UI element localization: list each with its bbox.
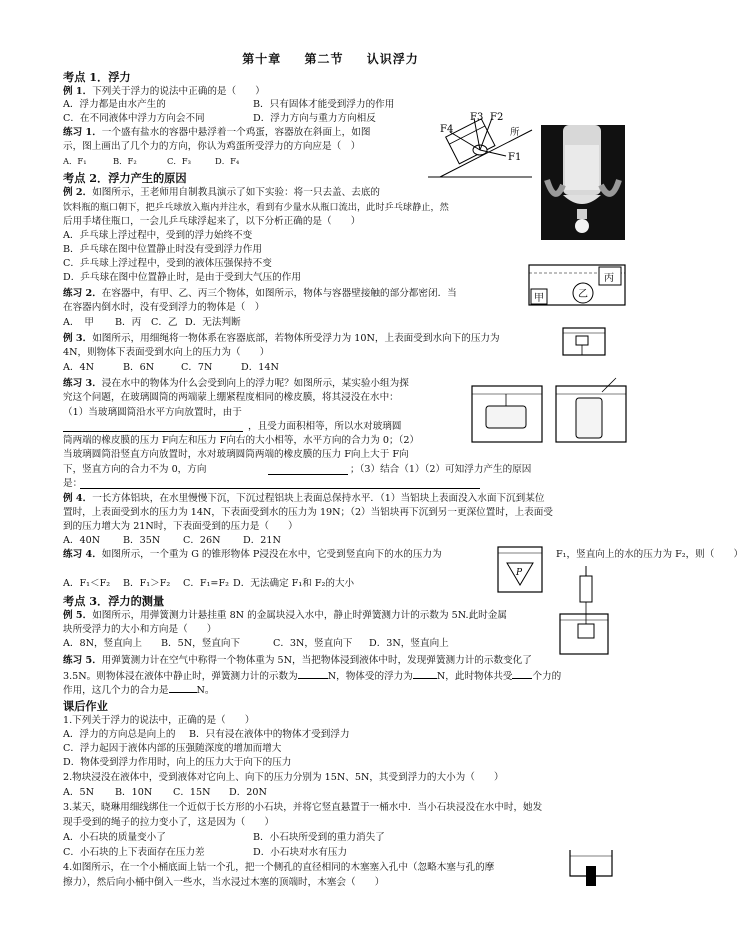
option-d: D．F₄	[215, 156, 240, 166]
force-label-f2: F2	[490, 112, 504, 123]
option-a: A．F₁	[63, 156, 87, 166]
practice-1-options	[63, 156, 240, 166]
question-text: 如图所示，一个重为 G 的锥形物体 P浸没在水中，它受到竖直向下的水的压力为	[101, 549, 442, 560]
example-label: 例 4．	[63, 493, 93, 504]
answer-blank-3[interactable]	[80, 478, 480, 489]
example-2-option-a: A．乒乓球上浮过程中，受到的浮力始终不变	[63, 230, 253, 241]
answer-blank-2[interactable]	[268, 464, 348, 475]
string-tied-object-figure	[562, 326, 606, 356]
example-3-line1	[63, 333, 500, 345]
practice-label: 练习 1．	[63, 127, 102, 138]
question-text: 浸在水中的物体为什么会受到向上的浮力呢？如图所示，某实验小组为探	[101, 378, 409, 389]
practice-label: 练习 5．	[63, 655, 102, 666]
force-label-f4: F4	[440, 124, 454, 135]
option-a: A．8N，竖直向上	[63, 638, 142, 649]
practice-5-text: 个力的	[532, 671, 562, 682]
homework-q1-option-c: C．浮力起因于液体内部的压强随深度的增加而增大	[63, 743, 282, 754]
question-text: 用弹簧测力计在空气中称得一个物体重为 5N，当把物体浸到液体中时，发现弹簧测力计的示数变化了	[101, 655, 532, 666]
example-2-option-c: C．乒乓球上浮过程中，受到的液体压强保持不变	[63, 258, 272, 269]
example-5-options	[63, 638, 449, 650]
section-heading-1: 考点 1．浮力	[63, 70, 131, 84]
option-b: B．5N，竖直向下	[161, 638, 241, 649]
practice-5-text: 作用，这几个力的合力是	[63, 685, 169, 696]
example-2-line3: 后用手堵住瓶口，一会儿乒乓球浮起来了，以下分析正确的是（ ）	[63, 216, 361, 227]
example-3-options	[63, 362, 279, 374]
practice-3-line3: （1）当玻璃圆筒沿水平方向放置时，由于	[63, 407, 242, 418]
option-b: B．只有浸在液体中的物体才受到浮力	[189, 729, 350, 740]
option-a: A．40N	[63, 535, 101, 546]
practice-5-text: N，此时物体共受	[436, 671, 513, 682]
practice-3-line7: 是：	[63, 478, 83, 489]
option-b: B．6N	[123, 362, 155, 373]
practice-label: 练习 3．	[63, 378, 102, 389]
option-c: C．3N，竖直向下	[273, 638, 353, 649]
option-b: B．F₁＞F₂	[123, 578, 171, 589]
option-b: B．35N	[123, 535, 161, 546]
homework-heading: 课后作业	[63, 699, 108, 713]
practice-3-line2: 究这个问题，在玻璃圆筒的两端蒙上绷紧程度相同的橡皮膜，将其浸没在水中：	[63, 392, 399, 403]
practice-5-line3	[63, 683, 215, 697]
example-label: 例 1．	[63, 86, 93, 97]
option-c: C．26N	[183, 535, 221, 546]
practice-label: 练习 2．	[63, 288, 102, 299]
option-d: D．浮力方向与重力方向相反	[253, 113, 376, 124]
option-c: C．小石块的上下表面存在压力差	[63, 847, 205, 858]
answer-blank-1[interactable]	[63, 421, 243, 432]
example-5-line2: 块所受浮力的大小和方向是（ ）	[63, 624, 217, 635]
example-label: 例 3．	[63, 333, 93, 344]
option-d: D．3N，竖直向上	[369, 638, 449, 649]
example-1-stem	[63, 86, 265, 98]
question-text: 一个盛有盐水的容器中悬浮着一个鸡蛋，容器放在斜面上，如图	[101, 127, 371, 138]
practice-3-line6b: ；（3）结合（1）（2）可知浮力产生的原因	[350, 464, 532, 475]
option-d: D．14N	[241, 362, 279, 373]
object-label-jia: 甲	[534, 293, 544, 304]
container-three-objects-figure	[527, 255, 627, 307]
cone-label-p: P	[516, 568, 523, 578]
bucket-with-plug-figure	[568, 848, 614, 888]
option-c: C．在不同液体中浮力方向会不同	[63, 113, 205, 124]
practice-5-line2	[63, 669, 561, 683]
question-text: 下列关于浮力的说法中正确的是（ ）	[92, 86, 265, 97]
practice-3-line1	[63, 378, 409, 390]
practice-2-line1	[63, 288, 457, 300]
option-a: A． 甲	[63, 317, 94, 328]
section-label: 第二节	[304, 52, 344, 66]
option-a: A．浮力的方向总是向上的	[63, 729, 176, 740]
homework-q1-option-d: D．物体受到浮力作用时，向上的压力大于向下的压力	[63, 757, 292, 768]
question-text: 如图所示，用细绳将一物体系在容器底部，若物体所受浮力为 10N，上表面受到水向下的压力为	[92, 333, 500, 344]
homework-q2-stem: 2.物块浸没在液体中，受到液体对它向上、向下的压力分别为 15N、5N，其受到浮力的大小为（ ）	[63, 772, 504, 783]
option-c: C．乙	[151, 317, 178, 328]
incline-egg-figure	[420, 110, 538, 180]
practice-4-options	[63, 578, 355, 590]
homework-q3-line1: 3.某天，晓琳用细线绑住一个近似于长方形的小石块，并将它竖直悬置于一桶水中．当小石块浸没在水中时，她发	[63, 802, 543, 813]
cone-in-water-figure	[497, 545, 543, 593]
question-text: 在容器中，有甲、乙、丙三个物体，如图所示，物体与容器壁接触的部分都密闭．当	[101, 288, 457, 299]
option-a: A．5N	[63, 787, 95, 798]
option-d: D．小石块对水有压力	[253, 847, 348, 858]
option-d: D．20N	[229, 787, 267, 798]
homework-q3-options-ab	[63, 832, 385, 844]
homework-q4-line2: 擦力），然后向小桶中倒入一些水，当水浸过木塞的顶端时，木塞会（ ）	[63, 877, 385, 888]
homework-q2-options	[63, 787, 267, 799]
practice-4-line2: F₁，竖直向上的水的压力为 F₂，则（ ）	[556, 549, 743, 560]
option-b: B．只有固体才能受到浮力的作用	[253, 99, 395, 110]
force-label-f1: F1	[508, 152, 522, 163]
option-d: D．无法判断	[185, 317, 241, 328]
option-a: A．小石块的质量变小了	[63, 832, 166, 843]
homework-q3-line2: 现手受到的绳子的拉力变小了，这是因为（ ）	[63, 817, 275, 828]
option-c: C．15N	[173, 787, 211, 798]
example-2-option-b: B．乒乓球在图中位置静止时没有受到浮力作用	[63, 244, 262, 255]
example-4-line2: 置时，上表面受到水的压力为 14N，下表面受到水的压力为 19N；（2）当铝块再下沉到另一更深位置时，上表面受	[63, 507, 553, 518]
object-label-yi: 乙	[578, 289, 588, 300]
practice-3-line3b: ，且受力面积相等，所以水对玻璃圆	[248, 421, 402, 432]
option-a: A．4N	[63, 362, 95, 373]
example-1-options-ab	[63, 99, 395, 111]
object-label-bing: 丙	[604, 273, 614, 284]
option-c: C．F₃	[167, 156, 191, 166]
answer-blank-5[interactable]	[413, 669, 437, 679]
option-b: B．小石块所受到的重力消失了	[253, 832, 385, 843]
example-4-line1	[63, 493, 544, 505]
practice-1-stem	[63, 127, 370, 139]
example-5-line1	[63, 610, 507, 622]
answer-blank-6[interactable]	[512, 669, 532, 679]
bottle-experiment-photo	[541, 125, 625, 240]
topic-label: 认识浮力	[366, 52, 419, 66]
practice-3-line6a: 下，竖直方向的合力不为 0，方向	[63, 464, 207, 475]
option-c: C．7N	[181, 362, 213, 373]
example-3-line2: 4N，则物体下表面受到水向上的压力为（ ）	[63, 347, 270, 358]
option-a: A．F₁＜F₂	[63, 578, 111, 589]
homework-q3-options-cd	[63, 847, 348, 859]
answer-blank-4[interactable]	[298, 669, 328, 679]
homework-q4-line1: 4.如图所示，在一个小桶底面上钻一个孔，把一个侧孔的直径相同的木塞塞入孔中（忽略木塞与孔的摩	[63, 862, 495, 873]
chapter-label: 第十章	[242, 52, 282, 66]
force-label-f3: F3	[470, 112, 484, 123]
example-2-line1	[63, 187, 380, 199]
example-2-line2: 饮料瓶的瓶口朝下，把乒乓球放入瓶内并注水，看到有少量水从瓶口流出，此时乒乓球静止，然	[63, 202, 449, 213]
option-d: D．21N	[243, 535, 281, 546]
question-text: 如图所示，用弹簧测力计悬挂重 8N 的金属块浸入水中，静止时弹簧测力计的示数为 5N.此时金属	[92, 610, 507, 621]
option-c: C．F₁=F₂	[183, 578, 229, 589]
question-text: 如图所示，王老师用自制教具演示了如下实验：将一只去盖、去底的	[92, 187, 381, 198]
practice-4-line1	[63, 549, 442, 561]
example-label: 例 5．	[63, 610, 93, 621]
practice-label: 练习 4．	[63, 549, 102, 560]
practice-5-text: N，物体受的浮力为	[327, 671, 413, 682]
practice-1-stem-line2: 示，图上画出了几个力的方向，你认为鸡蛋所受浮力的方向应是（ ）	[63, 141, 361, 152]
page-title	[0, 52, 661, 66]
example-2-option-d: D．乒乓球在图中位置静止时，是由于受到大气压的作用	[63, 272, 301, 283]
spring-scale-figure	[556, 566, 612, 656]
option-a: A．浮力都是由水产生的	[63, 99, 166, 110]
homework-q1-options-ab	[63, 729, 350, 741]
option-b: B．10N	[115, 787, 153, 798]
section-heading-3: 考点 3．浮力的测量	[63, 594, 165, 608]
glass-tube-beakers-figure	[470, 378, 630, 444]
question-text-continued: 所	[510, 127, 520, 138]
example-1-options-cd	[63, 113, 376, 125]
answer-blank-7[interactable]	[169, 683, 197, 693]
practice-2-options	[63, 317, 241, 329]
question-text: 一长方体铝块，在水里慢慢下沉，下沉过程铝块上表面总保持水平．（1）当铝块上表面没入水面下沉到某位	[92, 493, 545, 504]
option-b: B．丙	[115, 317, 142, 328]
practice-5-line1	[63, 655, 532, 667]
practice-2-line2: 在容器内倒水时，没有受到浮力的物体是（ ）	[63, 302, 265, 313]
example-label: 例 2．	[63, 187, 93, 198]
option-b: B．F₂	[113, 156, 137, 166]
practice-3-line5: 当玻璃圆筒沿竖直方向放置时，水对玻璃圆筒两端的橡皮膜的压力 F向上大于 F向	[63, 449, 409, 460]
option-d: D．无法确定 F₁和 F₂的大小	[233, 578, 355, 589]
example-4-options	[63, 535, 281, 547]
practice-3-line4: 筒两端的橡皮膜的压力 F向左和压力 F向右的大小相等，水平方向的合力为 0；（2）	[63, 435, 420, 446]
practice-5-text: 3.5N。则物体浸在液体中静止时，弹簧测力计的示数为	[63, 671, 298, 682]
homework-q1-stem: 1.下列关于浮力的说法中，正确的是（ ）	[63, 715, 255, 726]
bottle-icon	[541, 125, 625, 240]
practice-5-text: N。	[196, 685, 215, 696]
section-heading-2: 考点 2．浮力产生的原因	[63, 171, 187, 185]
example-4-line3: 到的压力增大为 21N时，下表面受到的压力是（ ）	[63, 521, 298, 532]
